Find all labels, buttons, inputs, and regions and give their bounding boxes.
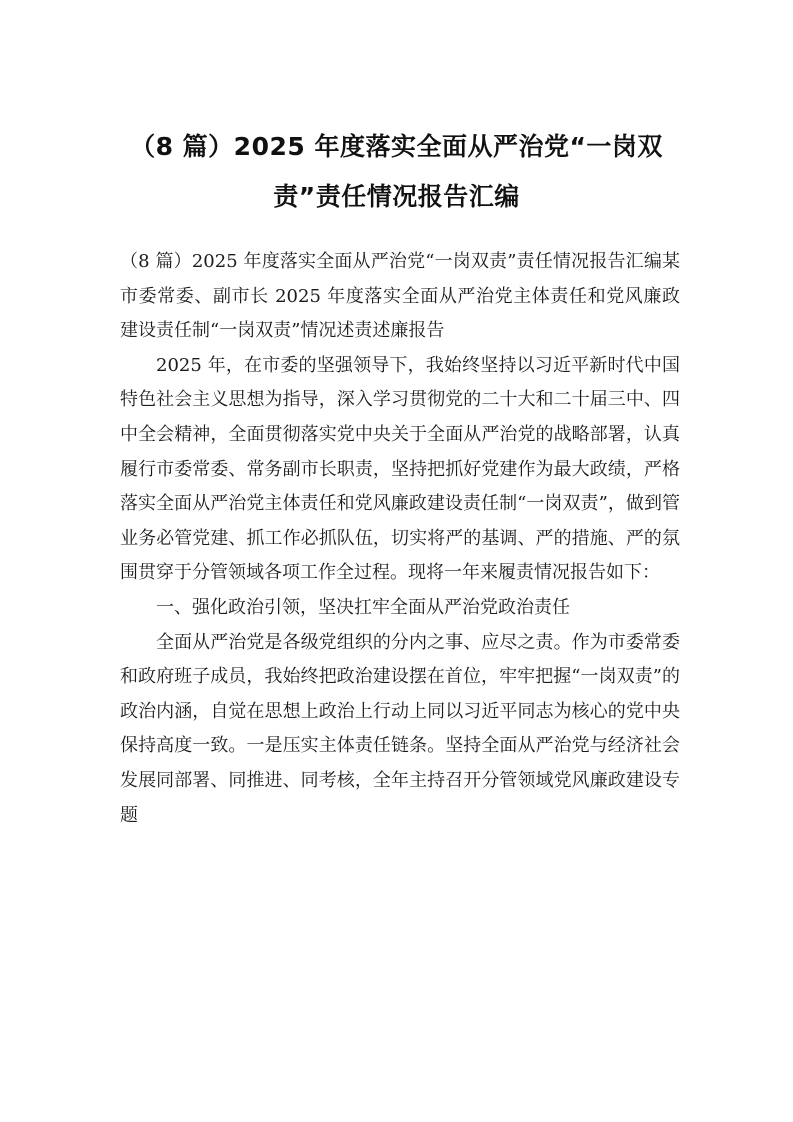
intro-paragraph: （8 篇）2025 年度落实全面从严治党“一岗双责”责任情况报告汇编某市委常委、副市长 2025 年度落实全面从严治党主体责任和党风廉政建设责任制“一岗双责”情况述责述廉报告 [120, 251, 680, 342]
document-body [120, 245, 680, 833]
document-title: （8 篇）2025 年度落实全面从严治党“一岗双责”责任情况报告汇编 [130, 132, 663, 211]
body-paragraph: 2025 年，在市委的坚强领导下，我始终坚持以习近平新时代中国特色社会主义思想为指导，深入学习贯彻党的二十大和二十届三中、四中全会精神，全面贯彻落实党中央关于全面从严治党的战略部署，认真履行市委常委、常务副市长职责，坚持把抓好党建作为最大政绩，严格落实全面从严治党主体责任和党风廉政建设责任制“一岗双责”，做到管业务必管党建、抓工作必抓队伍，切实将严的基调、严的措施、严的氛围贯穿于分管领域各项工作全过程。现将一年来履责情况报告如下： [120, 354, 680, 584]
section-heading: 一、强化政治引领，坚决扛牢全面从严治党政治责任 [156, 596, 570, 618]
body-paragraph: 全面从严治党是各级党组织的分内之事、应尽之责。作为市委常委和政府班子成员，我始终把政治建设摆在首位，牢牢把握“一岗双责”的政治内涵，自觉在思想上政治上行动上同以习近平同志为核心的党中央保持高度一致。一是压实主体责任链条。坚持全面从严治党与经济社会发展同部署、同推进、同考核，全年主持召开分管领域党风廉政建设专题 [120, 631, 680, 826]
